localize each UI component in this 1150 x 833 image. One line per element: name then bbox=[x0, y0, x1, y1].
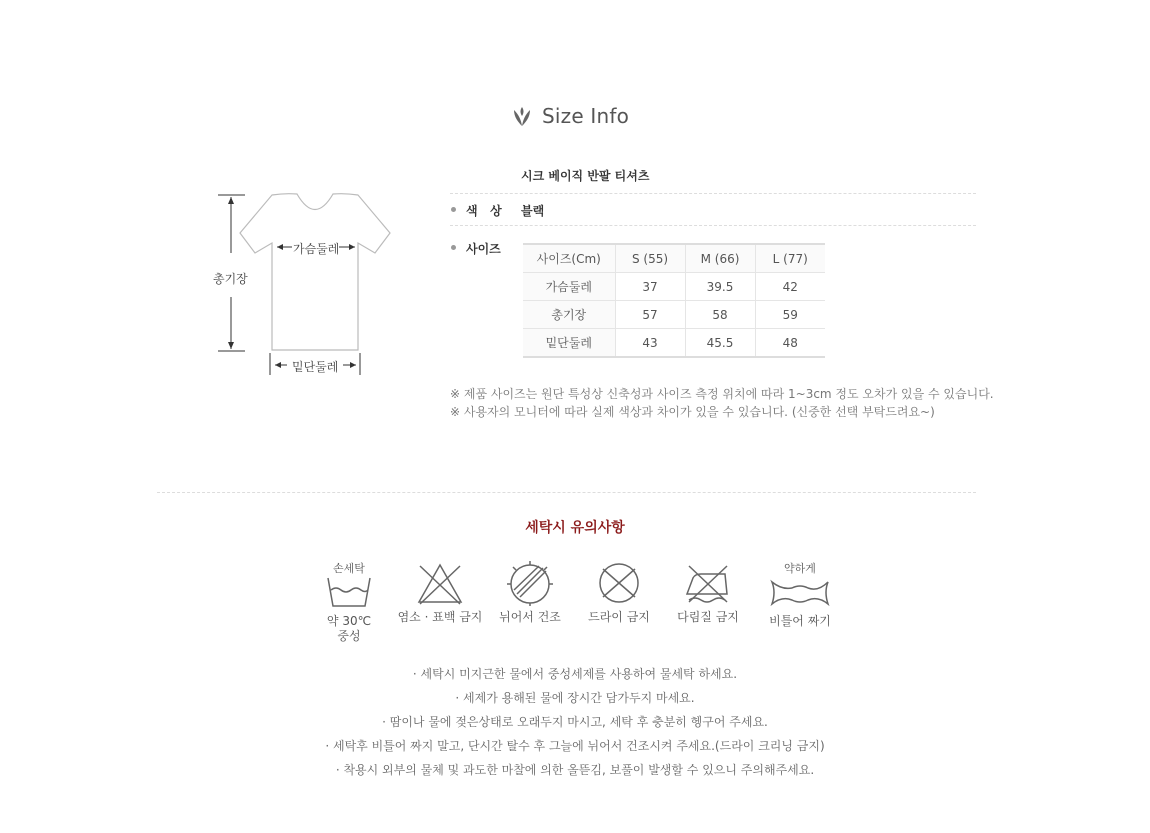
color-value: 블랙 bbox=[521, 204, 545, 218]
wash-tub-label: 약 30℃ bbox=[326, 614, 372, 628]
no-bleach-icon bbox=[415, 562, 465, 606]
shade-dry-item bbox=[485, 560, 575, 625]
wash-tub-top-label: 손세탁 bbox=[333, 562, 365, 575]
shade-dry-label: 뉘어서 건조 bbox=[499, 610, 561, 624]
table-cell: 45.5 bbox=[685, 329, 755, 358]
table-cell: 총기장 bbox=[523, 301, 615, 329]
table-cell: 42 bbox=[755, 273, 825, 301]
table-cell: 39.5 bbox=[685, 273, 755, 301]
size-label: 사이즈 bbox=[466, 242, 501, 256]
size-table bbox=[523, 243, 825, 358]
no-iron-icon bbox=[683, 560, 733, 606]
wash-tub-icon bbox=[324, 576, 374, 610]
chest-label: 가슴둘레 bbox=[293, 242, 340, 256]
table-row bbox=[523, 273, 825, 301]
no-dry-clean-icon bbox=[594, 560, 644, 606]
divider bbox=[450, 193, 976, 194]
bullet-dot bbox=[451, 245, 456, 250]
wash-tub-label2: 중성 bbox=[337, 629, 361, 643]
table-cell: 37 bbox=[615, 273, 685, 301]
length-label: 총기장 bbox=[213, 272, 248, 286]
section-divider bbox=[157, 492, 976, 493]
care-line: · 세탁시 미지근한 물에서 중성세제를 사용하여 물세탁 하세요. bbox=[412, 667, 738, 681]
table-header-cell: S (55) bbox=[615, 244, 685, 273]
table-header-cell: M (66) bbox=[685, 244, 755, 273]
table-cell: 59 bbox=[755, 301, 825, 329]
tulip-logo-icon bbox=[510, 104, 534, 128]
table-row bbox=[523, 301, 825, 329]
table-header-cell: 사이즈(Cm) bbox=[523, 244, 615, 273]
wash-tub-item bbox=[304, 560, 394, 644]
no-iron-label: 다림질 금지 bbox=[677, 610, 739, 624]
gentle-wring-top-label: 약하게 bbox=[784, 562, 816, 575]
care-line: · 세탁후 비틀어 짜지 말고, 단시간 탈수 후 그늘에 뉘어서 건조시켜 주세요.(드라이 크리닝 금지) bbox=[325, 739, 825, 753]
shade-dry-icon bbox=[505, 560, 555, 606]
care-line: · 세제가 용해된 물에 장시간 담가두지 마세요. bbox=[455, 691, 695, 705]
table-row bbox=[523, 329, 825, 358]
gentle-wring-label: 비틀어 짜기 bbox=[769, 614, 831, 628]
table-cell: 58 bbox=[685, 301, 755, 329]
gentle-wring-icon bbox=[768, 576, 832, 610]
hem-label: 밑단둘레 bbox=[292, 360, 339, 374]
divider bbox=[450, 225, 976, 226]
no-dry-clean-item bbox=[574, 560, 664, 625]
gentle-wring-item bbox=[755, 560, 845, 629]
no-iron-item bbox=[663, 560, 753, 625]
table-header-cell: L (77) bbox=[755, 244, 825, 273]
no-bleach-item bbox=[395, 560, 485, 625]
table-cell: 가슴둘레 bbox=[523, 273, 615, 301]
table-header-row bbox=[523, 244, 825, 273]
table-cell: 43 bbox=[615, 329, 685, 358]
care-line: · 땀이나 물에 젖은상태로 오래두지 마시고, 세탁 후 충분히 헹구어 주세요. bbox=[382, 715, 768, 729]
color-label: 색 상 bbox=[466, 204, 502, 218]
size-note: ※ 제품 사이즈는 원단 특성상 신축성과 사이즈 측정 위치에 따라 1~3cm 정도 오차가 있을 수 있습니다. bbox=[450, 387, 994, 401]
table-cell: 밑단둘레 bbox=[523, 329, 615, 358]
no-dry-clean-label: 드라이 금지 bbox=[588, 610, 650, 624]
size-info-header bbox=[510, 104, 629, 128]
bullet-dot bbox=[451, 207, 456, 212]
page-title: Size Info bbox=[542, 104, 630, 128]
table-cell: 48 bbox=[755, 329, 825, 358]
color-note: ※ 사용자의 모니터에 따라 실제 색상과 차이가 있을 수 있습니다. (신중한 선택 부탁드려요~) bbox=[450, 405, 935, 419]
care-line: · 착용시 외부의 물체 및 과도한 마찰에 의한 올뜯김, 보풀이 발생할 수 있으니 주의해주세요. bbox=[335, 763, 815, 777]
washing-title: 세탁시 유의사항 bbox=[525, 520, 625, 536]
product-name: 시크 베이직 반팔 티셔츠 bbox=[521, 169, 650, 183]
table-cell: 57 bbox=[615, 301, 685, 329]
no-bleach-label: 염소 · 표백 금지 bbox=[397, 610, 483, 624]
